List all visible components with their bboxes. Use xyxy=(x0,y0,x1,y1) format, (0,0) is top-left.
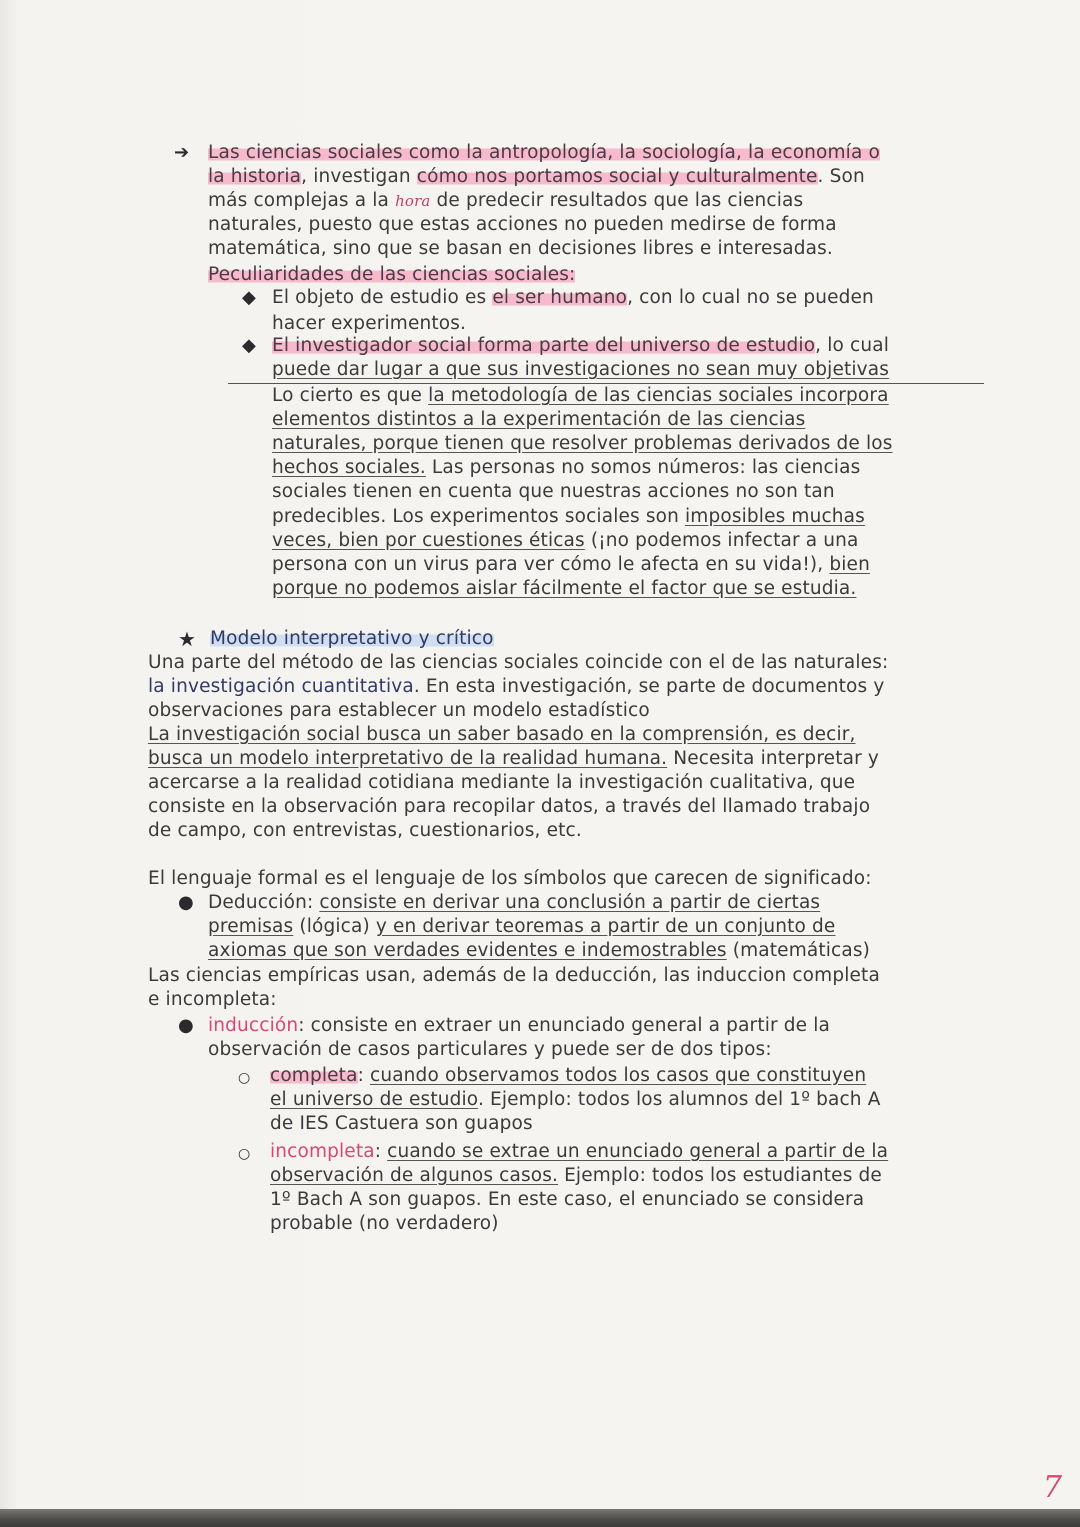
s2-line-7: consiste en la observación para recopilar datos, a través del llamado trabajo xyxy=(148,796,871,817)
incompleta-line-1: incompleta: cuando se extrae un enunciado general a partir de la xyxy=(270,1141,889,1162)
star-icon: ★ xyxy=(178,627,196,651)
s1-line-2: la historia, investigan cómo nos portamos social y culturalmente. Son xyxy=(208,166,865,187)
s1-line-4: naturales, puesto que estas acciones no pueden medirse de forma xyxy=(208,214,837,235)
induccion-line-2: observación de casos particulares y puede ser de dos tipos: xyxy=(208,1039,772,1060)
completa-line-2: el universo de estudio. Ejemplo: todos los alumnos del 1º bach A xyxy=(270,1089,881,1110)
s1-line-1: Las ciencias sociales como la antropología, la sociología, la economía o xyxy=(208,142,880,163)
bottom-edge xyxy=(0,1509,1080,1527)
b1-line-2: hacer experimentos. xyxy=(272,313,467,334)
completa-line-1: completa: cuando observamos todos los casos que constituyen xyxy=(270,1065,867,1086)
s3-intro: El lenguaje formal es el lenguaje de los símbolos que carecen de significado: xyxy=(148,868,872,889)
b1-line-1: El objeto de estudio es el ser humano, con lo cual no se pueden xyxy=(272,287,874,308)
deduccion-line-1: Deducción: consiste en derivar una conclusión a partir de ciertas xyxy=(208,892,821,913)
s1-line-3: más complejas a la hora de predecir resultados que las ciencias xyxy=(208,190,804,211)
b2-line-3: Lo cierto es que la metodología de las ciencias sociales incorpora xyxy=(272,385,889,406)
s2-line-4: La investigación social busca un saber basado en la comprensión, es decir, xyxy=(148,724,856,745)
s3-mid-line-2: e incompleta: xyxy=(148,989,277,1010)
page-number: 7 xyxy=(1042,1470,1062,1505)
s2-line-3: observaciones para establecer un modelo estadístico xyxy=(148,700,650,721)
b2-line-1: El investigador social forma parte del universo de estudio, lo cual xyxy=(272,335,889,356)
induccion-line-1: inducción: consiste en extraer un enunciado general a partir de la xyxy=(208,1015,831,1036)
incompleta-line-3: 1º Bach A son guapos. En este caso, el enunciado se considera xyxy=(270,1189,865,1210)
s2-line-5: busca un modelo interpretativo de la realidad humana. Necesita interpretar y xyxy=(148,748,879,769)
s1-line-6: Peculiaridades de las ciencias sociales: xyxy=(208,264,576,285)
section-heading: Modelo interpretativo y crítico xyxy=(210,628,494,649)
b2-line-4: elementos distintos a la experimentación de las ciencias xyxy=(272,409,806,430)
dot-bullet-icon: ● xyxy=(178,892,194,913)
s2-line-8: de campo, con entrevistas, cuestionarios, etc. xyxy=(148,820,582,841)
b2-line-5: naturales, porque tienen que resolver problemas derivados de los xyxy=(272,433,893,454)
b2-line-8: predecibles. Los experimentos sociales son imposibles muchas xyxy=(272,506,865,527)
incompleta-line-2: observación de algunos casos. Ejemplo: todos los estudiantes de xyxy=(270,1165,882,1186)
completa-line-3: de IES Castuera son guapos xyxy=(270,1113,533,1134)
right-arrow-icon: ➔ xyxy=(174,142,190,163)
b2-line-11: porque no podemos aislar fácilmente el factor que se estudia. xyxy=(272,578,857,599)
b2-line-2: puede dar lugar a que sus investigaciones no sean muy objetivas xyxy=(272,359,890,380)
handwritten-word: hora xyxy=(395,192,431,210)
diamond-bullet-icon: ◆ xyxy=(242,335,256,356)
deduccion-line-2: premisas (lógica) y en derivar teoremas a partir de un conjunto de xyxy=(208,916,836,937)
incompleta-line-4: probable (no verdadero) xyxy=(270,1213,499,1234)
s2-line-1: Una parte del método de las ciencias sociales coincide con el de las naturales: xyxy=(148,652,889,673)
b2-line-6: hechos sociales. Las personas no somos números: las ciencias xyxy=(272,457,861,478)
diamond-bullet-icon: ◆ xyxy=(242,287,256,308)
b2-line-10: persona con un virus para ver cómo le afecta en su vida!), bien xyxy=(272,554,870,575)
b2-line-9: veces, bien por cuestiones éticas (¡no podemos infectar a una xyxy=(272,530,859,551)
circle-bullet-icon: ○ xyxy=(238,1070,251,1086)
b2-line-7: sociales tienen en cuenta que nuestras acciones no son tan xyxy=(272,481,835,502)
circle-bullet-icon: ○ xyxy=(238,1146,251,1162)
s2-line-6: acercarse a la realidad cotidiana mediante la investigación cualitativa, que xyxy=(148,772,856,793)
dot-bullet-icon: ● xyxy=(178,1015,194,1036)
s3-mid-line-1: Las ciencias empíricas usan, además de la deducción, las induccion completa xyxy=(148,965,880,986)
s2-line-2: la investigación cuantitativa. En esta investigación, se parte de documentos y xyxy=(148,676,885,697)
s1-line-5: matemática, sino que se basan en decisiones libres e interesadas. xyxy=(208,238,833,259)
deduccion-line-3: axiomas que son verdades evidentes e indemostrables (matemáticas) xyxy=(208,940,871,961)
